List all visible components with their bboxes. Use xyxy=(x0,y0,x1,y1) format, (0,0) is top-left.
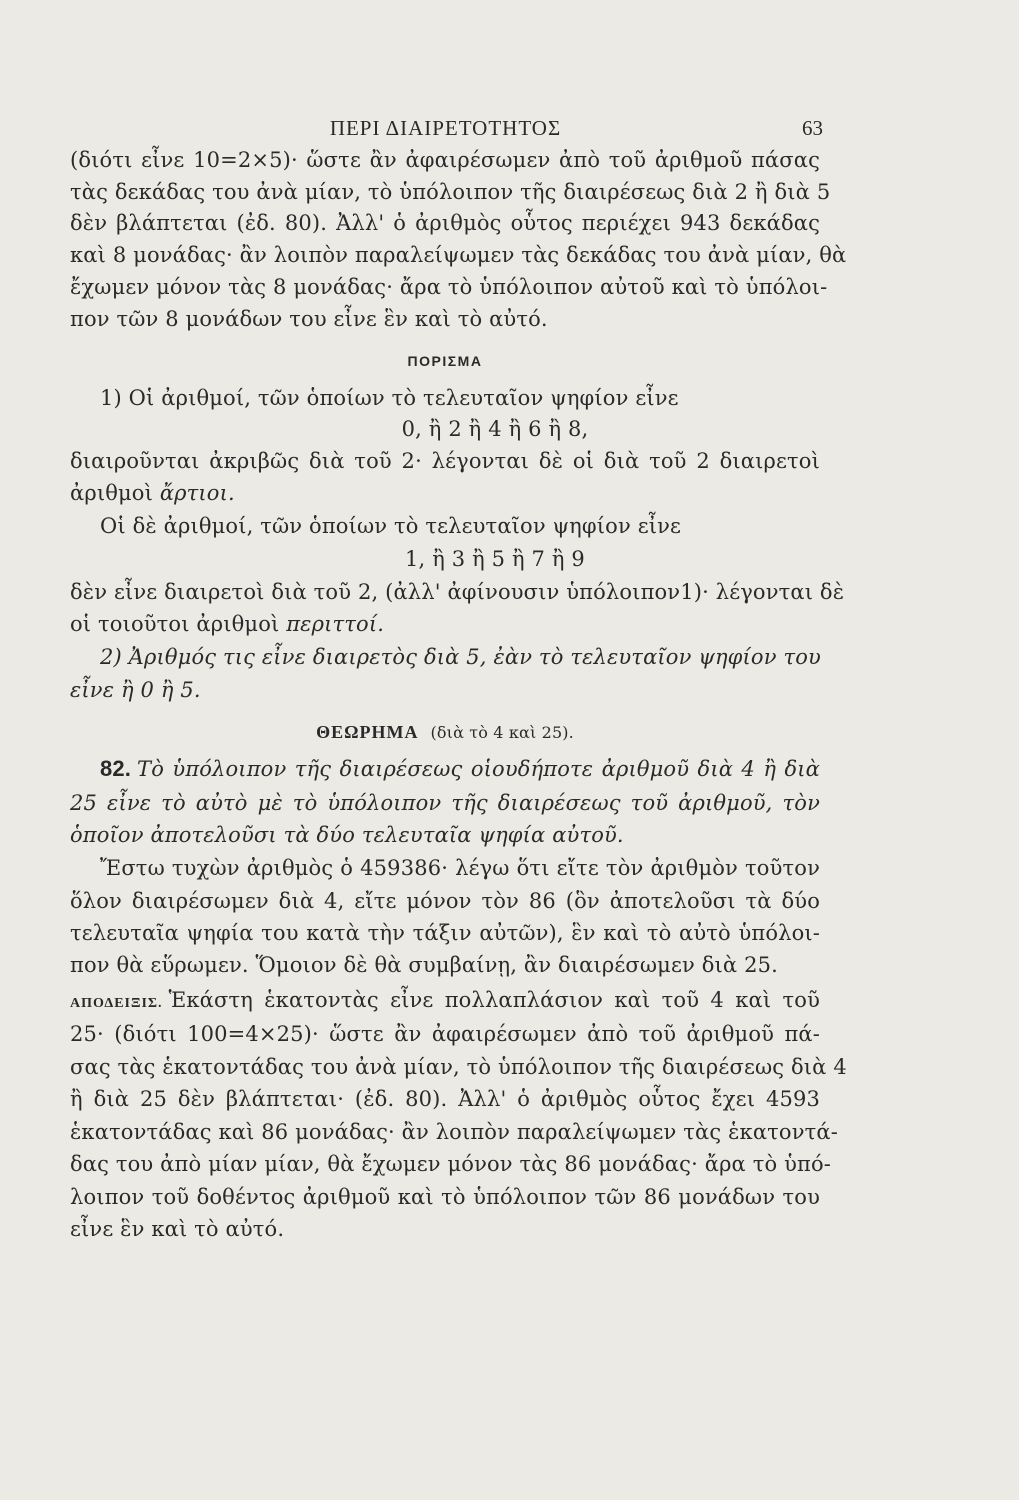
text-line: δας του ἀπὸ μίαν μίαν, θὰ ἔχωμεν μόνον τὰς 86 μονάδας· ἄρα τὸ ὑπό- xyxy=(70,1152,832,1176)
text-line: πον θὰ εὕρωμεν. Ὅμοιον δὲ θὰ συμβαίνῃ, ἂν διαιρέσωμεν διὰ 25. xyxy=(70,953,778,977)
text-line: οἱ τοιοῦτοι ἀριθμοὶ περιττοί. xyxy=(70,612,385,636)
text-line: 25· (διότι 100=4×25)· ὥστε ἂν ἀφαιρέσωμεν ἀπὸ τοῦ ἀριθμοῦ πά- xyxy=(70,1022,820,1046)
text-line: δὲν εἶνε διαιρετοὶ διὰ τοῦ 2, (ἀλλ' ἀφίνουσιν ὑπόλοιπον1)· λέγονται δὲ xyxy=(70,580,845,604)
text-line: τελευταῖα ψηφία του κατὰ τὴν τάξιν αὐτῶν), ἓν καὶ τὸ αὐτὸ ὑπόλοι- xyxy=(70,921,820,945)
text-line: Ἔστω τυχὼν ἀριθμὸς ὁ 459386· λέγω ὅτι εἴτε τὸν ἀριθμὸν τοῦτον xyxy=(100,856,820,880)
running-header xyxy=(68,116,823,146)
term-perittoi: περιττοί. xyxy=(286,612,385,636)
text-line: σας τὰς ἑκατοντάδας του ἀνὰ μίαν, τὸ ὑπόλοιπον τῆς διαιρέσεως διὰ 4 xyxy=(70,1055,847,1079)
theorem-line: 82. Τὸ ὑπόλοιπον τῆς διαιρέσεως οἱουδήποτε ἀριθμοῦ διὰ 4 ἢ διὰ xyxy=(100,756,820,781)
text-line: εἶνε ἢ 0 ἢ 5. xyxy=(70,678,201,702)
theorem-line: ὁποῖον ἀποτελοῦσι τὰ δύο τελευταῖα ψηφία αὐτοῦ. xyxy=(70,823,624,847)
text-line: Οἱ δὲ ἀριθμοί, τῶν ὁποίων τὸ τελευταῖον ψηφίον εἶνε xyxy=(100,514,682,538)
text-line: διαιροῦνται ἀκριβῶς διὰ τοῦ 2· λέγονται δὲ οἱ διὰ τοῦ 2 διαιρετοὶ xyxy=(70,449,820,473)
text-line: λοιπον τοῦ δοθέντος ἀριθμοῦ καὶ τὸ ὑπόλοιπον τῶν 86 μονάδων του xyxy=(70,1185,820,1209)
term-artioi: ἄρτιοι. xyxy=(159,481,235,505)
porisma-heading: ΠΟΡΙΣΜΑ xyxy=(407,353,483,369)
text-line: εἶνε ἓν καὶ τὸ αὐτό. xyxy=(70,1217,285,1241)
text-line: 1) Οἱ ἀριθμοί, τῶν ὁποίων τὸ τελευταῖον ψηφίον εἶνε xyxy=(100,386,679,410)
page-number: 63 xyxy=(802,116,823,140)
text-line: δὲν βλάπτεται (ἐδ. 80). Ἀλλ' ὁ ἀριθμὸς οὗτος περιέχει 943 δεκάδας xyxy=(70,211,820,235)
text-line: ἀριθμοὶ ἄρτιοι. xyxy=(70,481,235,505)
theorem-note: (διὰ τὸ 4 καὶ 25). xyxy=(430,723,574,742)
running-title: ΠΕΡΙ ΔΙΑΙΡΕΤΟΤΗΤΟΣ xyxy=(329,116,562,140)
text-line: ἔχωμεν μόνον τὰς 8 μονάδας· ἄρα τὸ ὑπόλοιπον αὐτοῦ καὶ τὸ ὑπόλοι- xyxy=(70,275,828,299)
digits-odd: 1, ἢ 3 ἢ 5 ἢ 7 ἢ 9 xyxy=(405,547,585,571)
section-number: 82. xyxy=(100,756,132,781)
text-line: 2) Ἀριθμός τις εἶνε διαιρετὸς διὰ 5, ἐὰν τὸ τελευταῖον ψηφίον του xyxy=(100,645,821,669)
proof-heading: ΑΠΟΔΕΙΞΙΣ. xyxy=(70,996,163,1011)
theorem-heading: ΘΕΩΡΗΜΑ (διὰ τὸ 4 καὶ 25). xyxy=(316,722,574,742)
text-line: ἑκατοντάδας καὶ 86 μονάδας· ἂν λοιπὸν παραλείψωμεν τὰς ἑκατοντά- xyxy=(70,1120,838,1144)
text-line: τὰς δεκάδας του ἀνὰ μίαν, τὸ ὑπόλοιπον τῆς διαιρέσεως διὰ 2 ἢ διὰ 5 xyxy=(70,180,831,204)
digits-even: 0, ἢ 2 ἢ 4 ἢ 6 ἢ 8, xyxy=(401,417,589,441)
text-line: (διότι εἶνε 10=2×5)· ὥστε ἂν ἀφαιρέσωμεν ἀπὸ τοῦ ἀριθμοῦ πάσας xyxy=(70,148,820,172)
text-line: ὅλον διαιρέσωμεν διὰ 4, εἴτε μόνον τὸν 86 (ὃν ἀποτελοῦσι τὰ δύο xyxy=(70,889,820,913)
text-line: πον τῶν 8 μονάδων του εἶνε ἓν καὶ τὸ αὐτό. xyxy=(70,307,548,331)
theorem-line: 25 εἶνε τὸ αὐτὸ μὲ τὸ ὑπόλοιπον τῆς διαιρέσεως τοῦ ἀριθμοῦ, τὸν xyxy=(70,791,820,815)
proof-line: ΑΠΟΔΕΙΞΙΣ. Ἑκάστη ἑκατοντὰς εἶνε πολλαπλάσιον καὶ τοῦ 4 καὶ τοῦ xyxy=(70,988,820,1012)
text-line: καὶ 8 μονάδας· ἂν λοιπὸν παραλείψωμεν τὰς δεκάδας του ἀνὰ μίαν, θὰ xyxy=(70,243,847,267)
text-line: ἢ διὰ 25 δὲν βλάπτεται· (ἐδ. 80). Ἀλλ' ὁ ἀριθμὸς οὗτος ἔχει 4593 xyxy=(70,1087,820,1111)
